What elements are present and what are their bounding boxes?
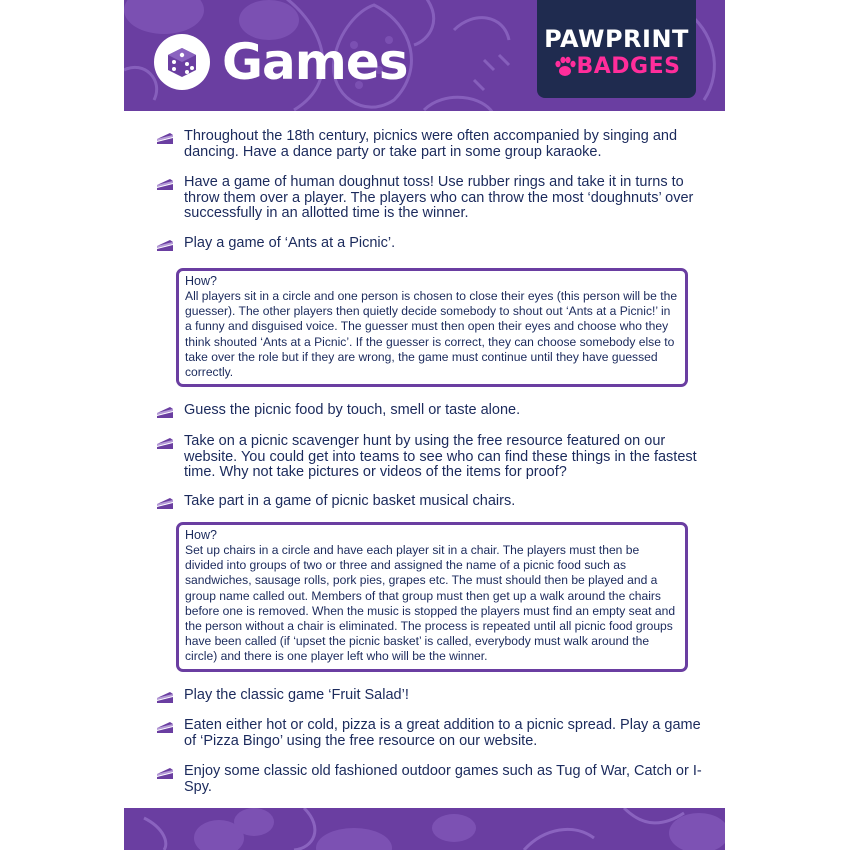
page-title: Games (222, 33, 408, 91)
how-title: How? (185, 274, 217, 288)
list-item-text: Throughout the 18th century, picnics were often accompanied by singing and dancing. Have a dance party or take part in some group karaoke. (184, 128, 678, 160)
how-box-ants (176, 268, 688, 387)
list-item-text: Have a game of human doughnut toss! Use rubber rings and take it in turns to throw them over a player. The players who can throw the most ‘doughnuts’ over successfully in an allotted time is the winner. (184, 174, 694, 221)
how-box-musical-chairs (176, 522, 688, 672)
cake-bullet-icon (156, 178, 174, 191)
how-text: All players sit in a circle and one person is chosen to close their eyes (this person will be the guesser). The other players then quietly decide somebody to shout out ‘Ants at a Picnic!’ in a funny and disguised voice. The guesser must then open their eyes and choose who they think shouted ‘Ants at a Picnic’. If the guesser is correct, they can choose somebody else to take over the role but if they are wrong, the game must continue until they have guessed correctly. (185, 289, 678, 380)
list-item-text: Take on a picnic scavenger hunt by using the free resource featured on our website. You could get into teams to see who can find these things in the fastest time. Why not take pictures or videos of the items for proof? (184, 433, 697, 480)
title-group (154, 30, 408, 94)
list-item-text: Play a game of ‘Ants at a Picnic’. (184, 235, 396, 251)
cake-bullet-icon (156, 497, 174, 510)
cake-bullet-icon (156, 406, 174, 419)
how-text: Set up chairs in a circle and have each player sit in a chair. The players must then be divided into groups of two or three and assigned the name of a picnic food such as sandwiches, sausage rolls, pork pies, grapes etc. The must should then be played and a group name called out. Members of that group must then get up a walk around the chairs before one is removed. When the music is stopped the players must find an empty seat and the person without a chair is eliminated. The process is repeated until all picnic food groups have been called (if ‘upset the picnic basket’ is called, everybody must walk around the circle) and there is one player left who will be the winner. (185, 543, 676, 664)
list-item-text: Eaten either hot or cold, pizza is a great addition to a picnic spread. Play a game of ‘Pizza Bingo’ using the free resource on our website. (184, 717, 701, 749)
list-item-text: Enjoy some classic old fashioned outdoor games such as Tug of War, Catch or I-Spy. (184, 763, 702, 795)
brand-subtitle: BADGES (576, 54, 681, 79)
list-item-text: Guess the picnic food by touch, smell or taste alone. (184, 402, 521, 418)
header-banner (124, 0, 725, 111)
cake-bullet-icon (156, 691, 174, 704)
cake-bullet-icon (156, 721, 174, 734)
flower-decoration (124, 808, 725, 850)
how-title: How? (185, 528, 217, 542)
cake-bullet-icon (156, 239, 174, 252)
dice-icon (154, 34, 210, 90)
paw-icon (553, 56, 577, 78)
cake-bullet-icon (156, 132, 174, 145)
worksheet-page (124, 0, 725, 850)
cake-bullet-icon (156, 437, 174, 450)
list-item-text: Play the classic game ‘Fruit Salad’! (184, 687, 409, 703)
cake-bullet-icon (156, 767, 174, 780)
list-item-text: Take part in a game of picnic basket musical chairs. (184, 493, 516, 509)
brand-logo (537, 0, 696, 98)
brand-name: PAWPRINT (544, 25, 689, 53)
footer-banner (124, 808, 725, 850)
